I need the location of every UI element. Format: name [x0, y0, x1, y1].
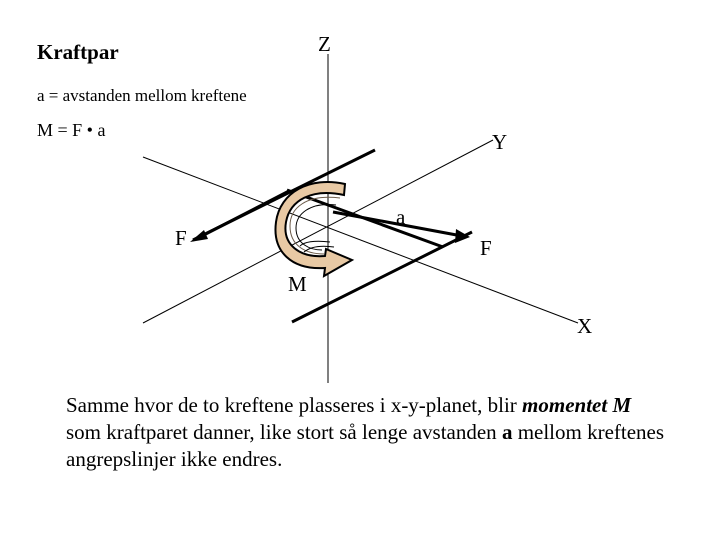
force-f-left-arrowhead	[190, 230, 208, 242]
caption-part-3: mellom kreftenes angrepslinjer ikke endres.	[66, 420, 665, 471]
caption-part-1: Samme hvor de to kreftene plasseres i x-y-planet, blir	[66, 393, 523, 417]
force-f-right-label: F	[480, 236, 492, 260]
z-axis-label: Z	[318, 32, 331, 56]
moment-label: M	[288, 272, 307, 296]
distance-a-line	[287, 190, 443, 247]
force-f-right-arrowhead	[455, 229, 470, 243]
caption-emphasis: momentet M	[522, 393, 632, 417]
moment-formula: M = F • a	[37, 120, 106, 140]
distance-definition: a = avstanden mellom kreftene	[37, 86, 247, 105]
x-axis	[143, 157, 578, 323]
lower-force-line	[292, 232, 472, 322]
y-axis-label: Y	[492, 130, 508, 154]
title: Kraftpar	[37, 40, 119, 64]
x-axis-label: X	[577, 314, 593, 338]
caption-bold-a: a	[501, 420, 513, 444]
force-f-left-label: F	[175, 226, 187, 250]
moment-arrow-icon	[275, 182, 352, 276]
caption-text	[66, 392, 666, 473]
caption-part-2: som kraftparet danner, like stort så lenge avstanden	[66, 420, 502, 444]
distance-a-label: a	[396, 205, 406, 229]
